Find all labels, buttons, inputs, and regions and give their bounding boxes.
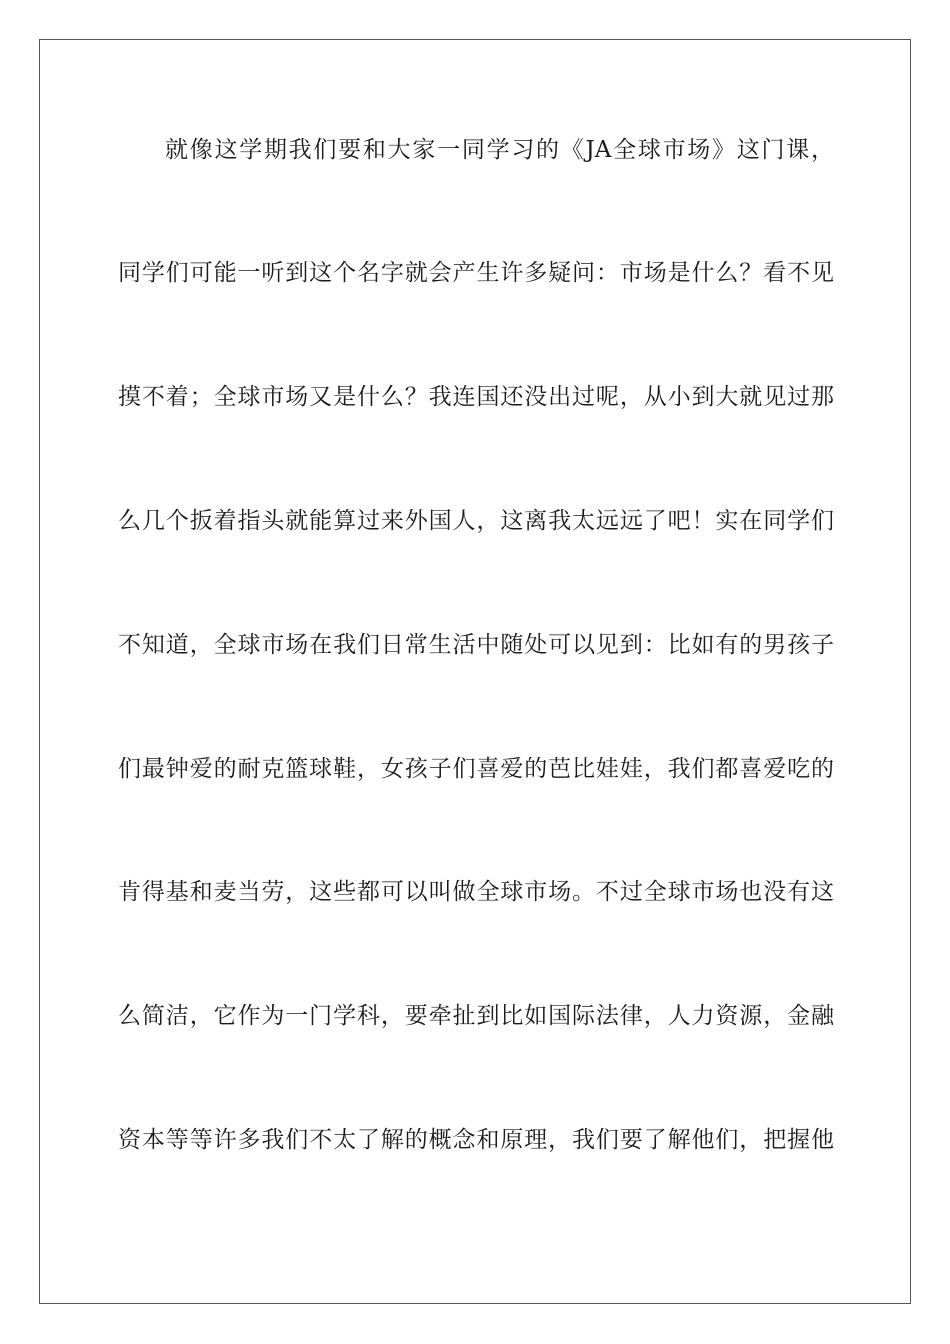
paragraph-line-6: 们最钟爱的耐克篮球鞋，女孩子们喜爱的芭比娃娃，我们都喜爱吃的 [118, 756, 834, 782]
paragraph-line-1: 就像这学期我们要和大家一同学习的《JA全球市场》这门课， [165, 137, 834, 163]
paragraph-line-4: 么几个扳着指头就能算过来外国人，这离我太远远了吧！实在同学们 [118, 508, 834, 534]
paragraph-line-5: 不知道，全球市场在我们日常生活中随处可以见到：比如有的男孩子 [118, 632, 834, 658]
page-border [39, 39, 911, 1304]
paragraph-line-3: 摸不着；全球市场又是什么？我连国还没出过呢，从小到大就见过那 [118, 384, 834, 410]
paragraph-line-9: 资本等等许多我们不太了解的概念和原理，我们要了解他们，把握他 [118, 1127, 834, 1153]
paragraph-line-8: 么简洁，它作为一门学科，要牵扯到比如国际法律，人力资源，金融 [118, 1003, 834, 1029]
paragraph-line-2: 同学们可能一听到这个名字就会产生许多疑问：市场是什么？看不见 [118, 260, 834, 286]
paragraph-line-7: 肯得基和麦当劳，这些都可以叫做全球市场。不过全球市场也没有这 [118, 879, 834, 905]
